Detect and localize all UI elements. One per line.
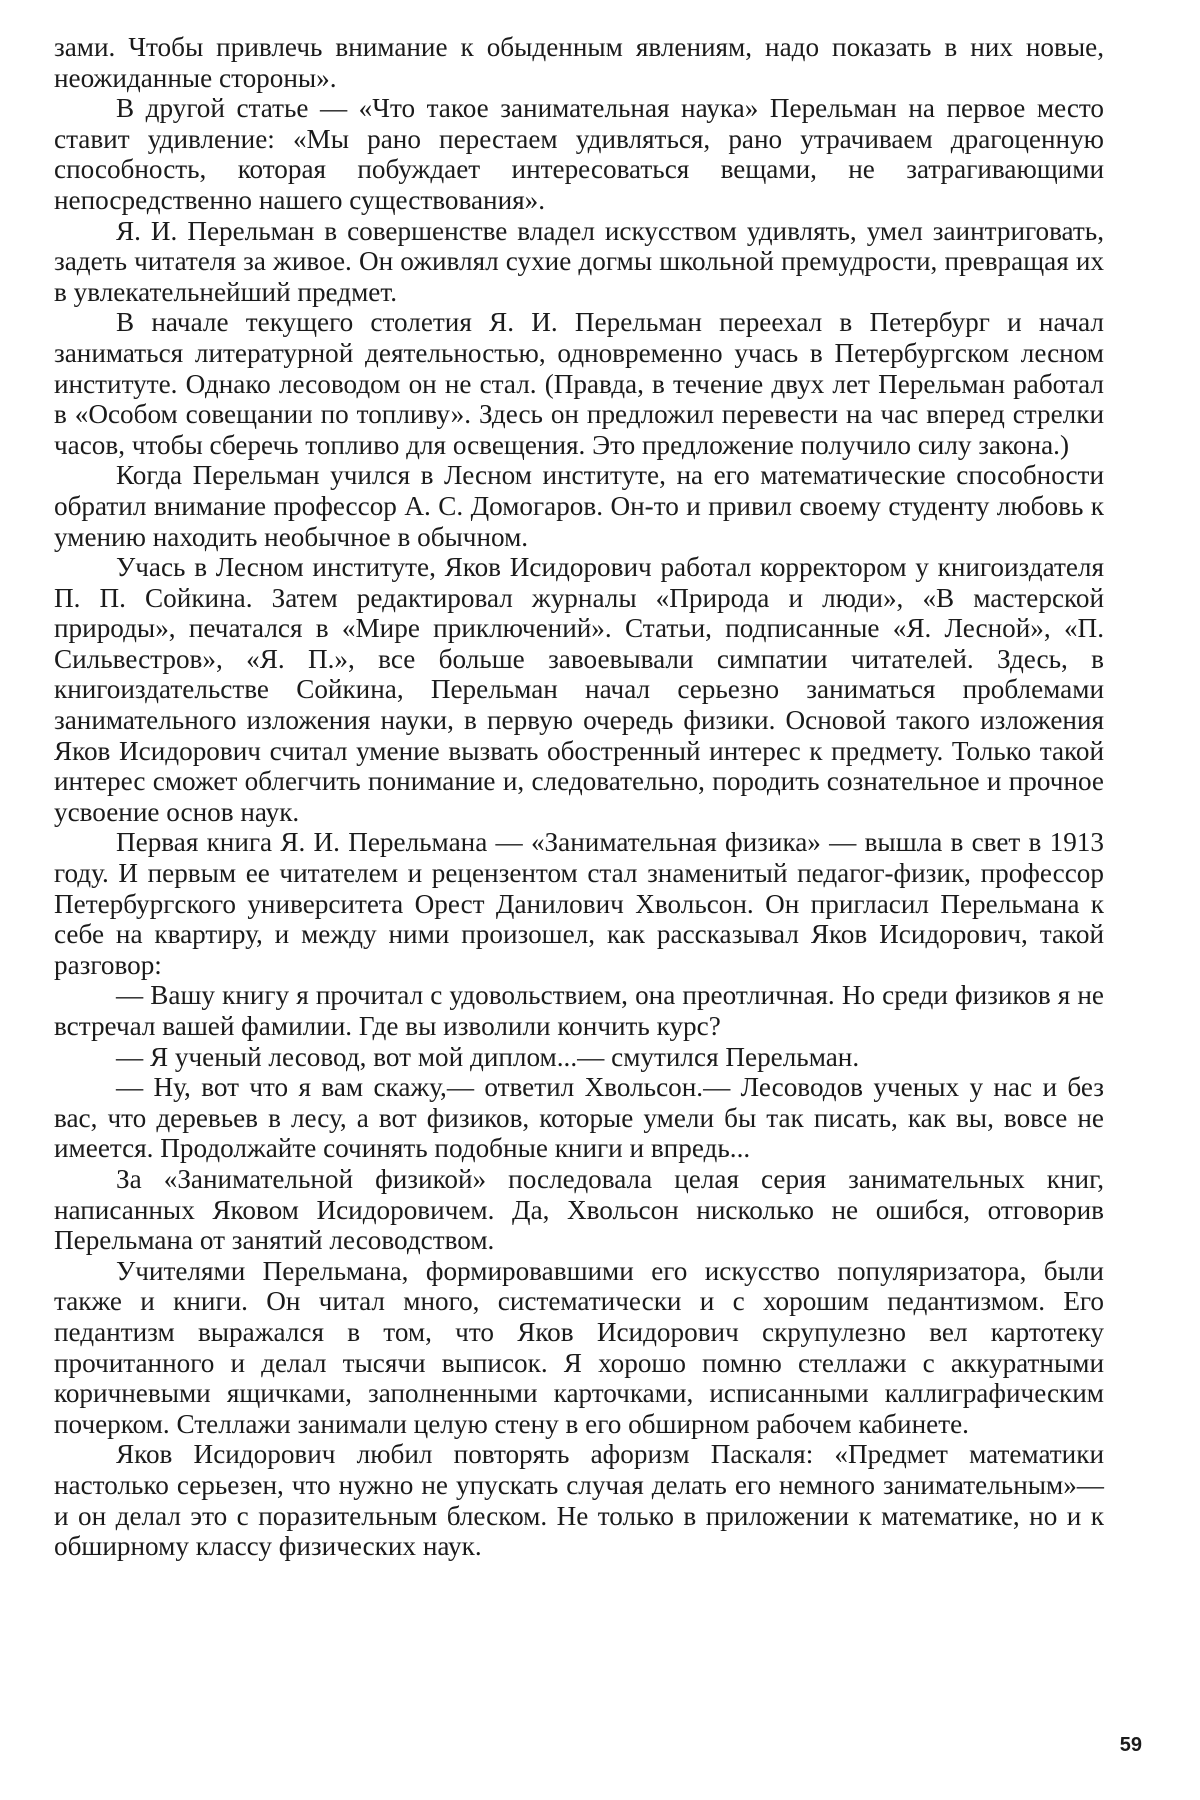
paragraph-soikin: Учась в Лесном институте, Яков Исидорович работал корректором у книгоиздателя П. П. Сойкина. Затем редактировал журналы «Природа и люди», «В мастерской природы», печатался в «Мире приключений». Статьи, подписанные «Я. Лесной», «П. Сильвестров», «Я. П.», все больше завоевывали симпатии читателей. Здесь, в книгоиздательстве Сойкина, Перельман начал серьезно заниматься проблемами занимательного изложения науки, в первую очередь физики. Основой такого изложения Яков Исидорович считал умение вызвать обостренный интерес к предмету. Только такой интерес сможет облегчить понимание и, следовательно, породить сознательное и прочное усвоение основ наук. [54, 552, 1104, 827]
paragraph-petersburg: В начале текущего столетия Я. И. Перельман переехал в Петербург и начал заниматься литературной деятельностью, одновременно учась в Петербургском лесном институте. Однако лесоводом он не стал. (Правда, в течение двух лет Перельман работал в «Особом совещании по топливу». Здесь он предложил перевести на час вперед стрелки часов, чтобы сберечь топливо для освещения. Это предложение получило силу закона.) [54, 307, 1104, 460]
paragraph-art-of-surprise: Я. И. Перельман в совершенстве владел искусством удивлять, умел заинтриговать, задеть читателя за живое. Он оживлял сухие догмы школьной премудрости, превращая их в увлекательнейший предмет. [54, 215, 1104, 307]
page-number: 59 [1119, 1734, 1142, 1756]
paragraph-pascal: Яков Исидорович любил повторять афоризм Паскаля: «Предмет математики настолько серьезен, что нужно не упускать случая делать его немного занимательным»—и он делал это с поразительным блеском. Не только в приложении к математике, но и к обширному классу физических наук. [54, 1439, 1104, 1562]
page-body [54, 32, 1104, 1562]
paragraph-teachers: Учителями Перельмана, формировавшими его искусство популяризатора, были также и книги. Он читал много, систематически и с хорошим педантизмом. Его педантизм выражался в том, что Яков Исидорович скрупулезно вел картотеку прочитанного и делал тысячи выписок. Я хорошо помню стеллажи с аккуратными коричневыми ящичками, заполненными карточками, исписанными каллиграфическим почерком. Стеллажи занимали целую стену в его обширном рабочем кабинете. [54, 1255, 1104, 1439]
paragraph-first-book: Первая книга Я. И. Перельмана — «Занимательная физика» — вышла в свет в 1913 году. И первым ее читателем и рецензентом стал знаменитый педагог-физик, профессор Петербургского университета Орест Данилович Хвольсон. Он пригласил Перельмана к себе на квартиру, и между ними произошел, как рассказывал Яков Исидорович, такой разговор: [54, 827, 1104, 980]
paragraph-dialogue-3: — Ну, вот что я вам скажу,— ответил Хвольсон.— Лесоводов ученых у нас и без вас, что деревьев в лесу, а вот физиков, которые умели бы так писать, как вы, вовсе не имеется. Продолжайте сочинять подобные книги и впредь... [54, 1072, 1104, 1164]
paragraph-series: За «Занимательной физикой» последовала целая серия занимательных книг, написанных Яковом Исидоровичем. Да, Хвольсон нисколько не ошибся, отговорив Перельмана от занятий лесоводством. [54, 1163, 1104, 1256]
paragraph-continuation: зами. Чтобы привлечь внимание к обыденным явлениям, надо показать в них новые, неожиданные стороны». [54, 32, 1104, 93]
paragraph-dialogue-1: — Вашу книгу я прочитал с удовольствием, она преотличная. Но среди физиков я не встречал вашей фамилии. Где вы изволили кончить курс? [54, 980, 1104, 1041]
paragraph-dialogue-2: — Я ученый лесовод, вот мой диплом...— смутился Перельман. [116, 1041, 860, 1072]
paragraph-surprise: В другой статье — «Что такое занимательная наука» Перельман на первое место ставит удивление: «Мы рано перестаем удивляться, рано утрачиваем драгоценную способность, которая побуждает интересоваться вещами, не затрагивающими непосредственно нашего существования». [54, 93, 1104, 215]
paragraph-domogarov: Когда Перельман учился в Лесном институте, на его математические способности обратил внимание профессор А. С. Домогаров. Он-то и привил своему студенту любовь к умению находить необычное в обычном. [54, 460, 1104, 552]
